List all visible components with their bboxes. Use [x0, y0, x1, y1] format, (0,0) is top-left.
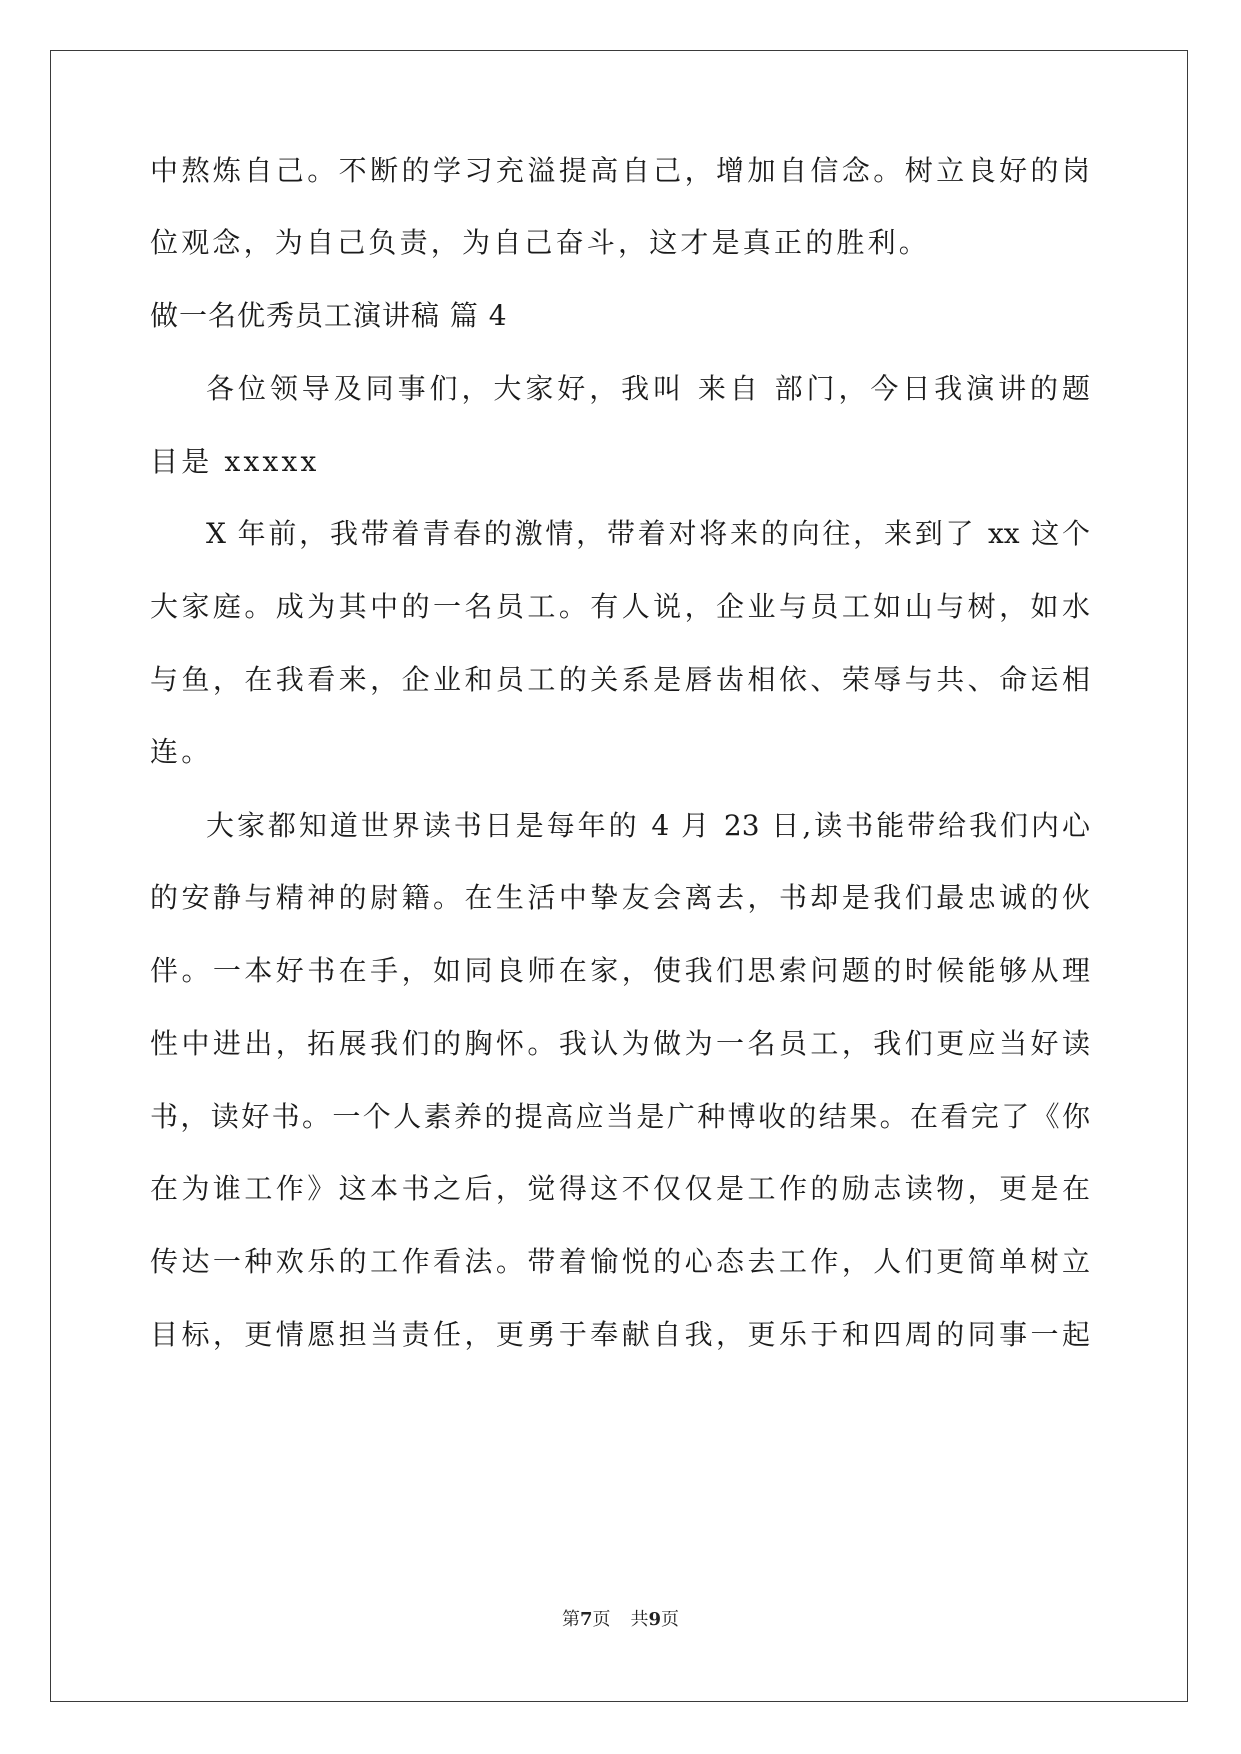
page-suffix: 页: [592, 1609, 611, 1630]
section-heading: 做一名优秀员工演讲稿 篇 4: [150, 299, 508, 332]
page-prefix: 第: [561, 1609, 580, 1630]
body-line-14: 书，读好书。一个人素养的提高应当是广种博收的结果。在看完了《你: [150, 1100, 1090, 1133]
page-footer: [0, 1608, 1241, 1632]
body-line-8: 与鱼，在我看来，企业和员工的关系是唇齿相依、荣辱与共、命运相: [150, 663, 1090, 696]
body-line-15: 在为谁工作》这本书之后，觉得这不仅仅是工作的励志读物，更是在: [150, 1172, 1090, 1205]
body-line-10: 大家都知道世界读书日是每年的 4 月 23 日,读书能带给我们内心: [206, 809, 1090, 842]
body-line-5: 目是 xxxxx: [150, 445, 320, 478]
page-current: 7: [579, 1609, 593, 1630]
body-line-17: 目标，更情愿担当责任，更勇于奉献自我，更乐于和四周的同事一起: [150, 1318, 1090, 1351]
total-suffix: 页: [661, 1609, 680, 1630]
body-line-2: 位观念，为自己负责，为自己奋斗，这才是真正的胜利。: [150, 226, 931, 259]
body-line-12: 伴。一本好书在手，如同良师在家，使我们思索问题的时候能够从理: [150, 954, 1090, 987]
body-line-7: 大家庭。成为其中的一名员工。有人说，企业与员工如山与树，如水: [150, 590, 1090, 623]
body-line-9: 连。: [150, 735, 213, 768]
body-line-13: 性中进出，拓展我们的胸怀。我认为做为一名员工，我们更应当好读: [150, 1027, 1090, 1060]
body-line-4: 各位领导及同事们，大家好，我叫 来自 部门，今日我演讲的题: [206, 372, 1090, 405]
body-line-11: 的安静与精神的尉籍。在生活中挚友会离去，书却是我们最忠诚的伙: [150, 881, 1090, 914]
body-line-6: X 年前，我带着青春的激情，带着对将来的向往，来到了 xx 这个: [206, 517, 1090, 550]
body-line-1: 中熬炼自己。不断的学习充溢提高自己，增加自信念。树立良好的岗: [150, 154, 1090, 187]
page-total: 9: [648, 1609, 662, 1630]
total-prefix: 共: [630, 1609, 649, 1630]
body-line-16: 传达一种欢乐的工作看法。带着愉悦的心态去工作，人们更简单树立: [150, 1245, 1090, 1278]
